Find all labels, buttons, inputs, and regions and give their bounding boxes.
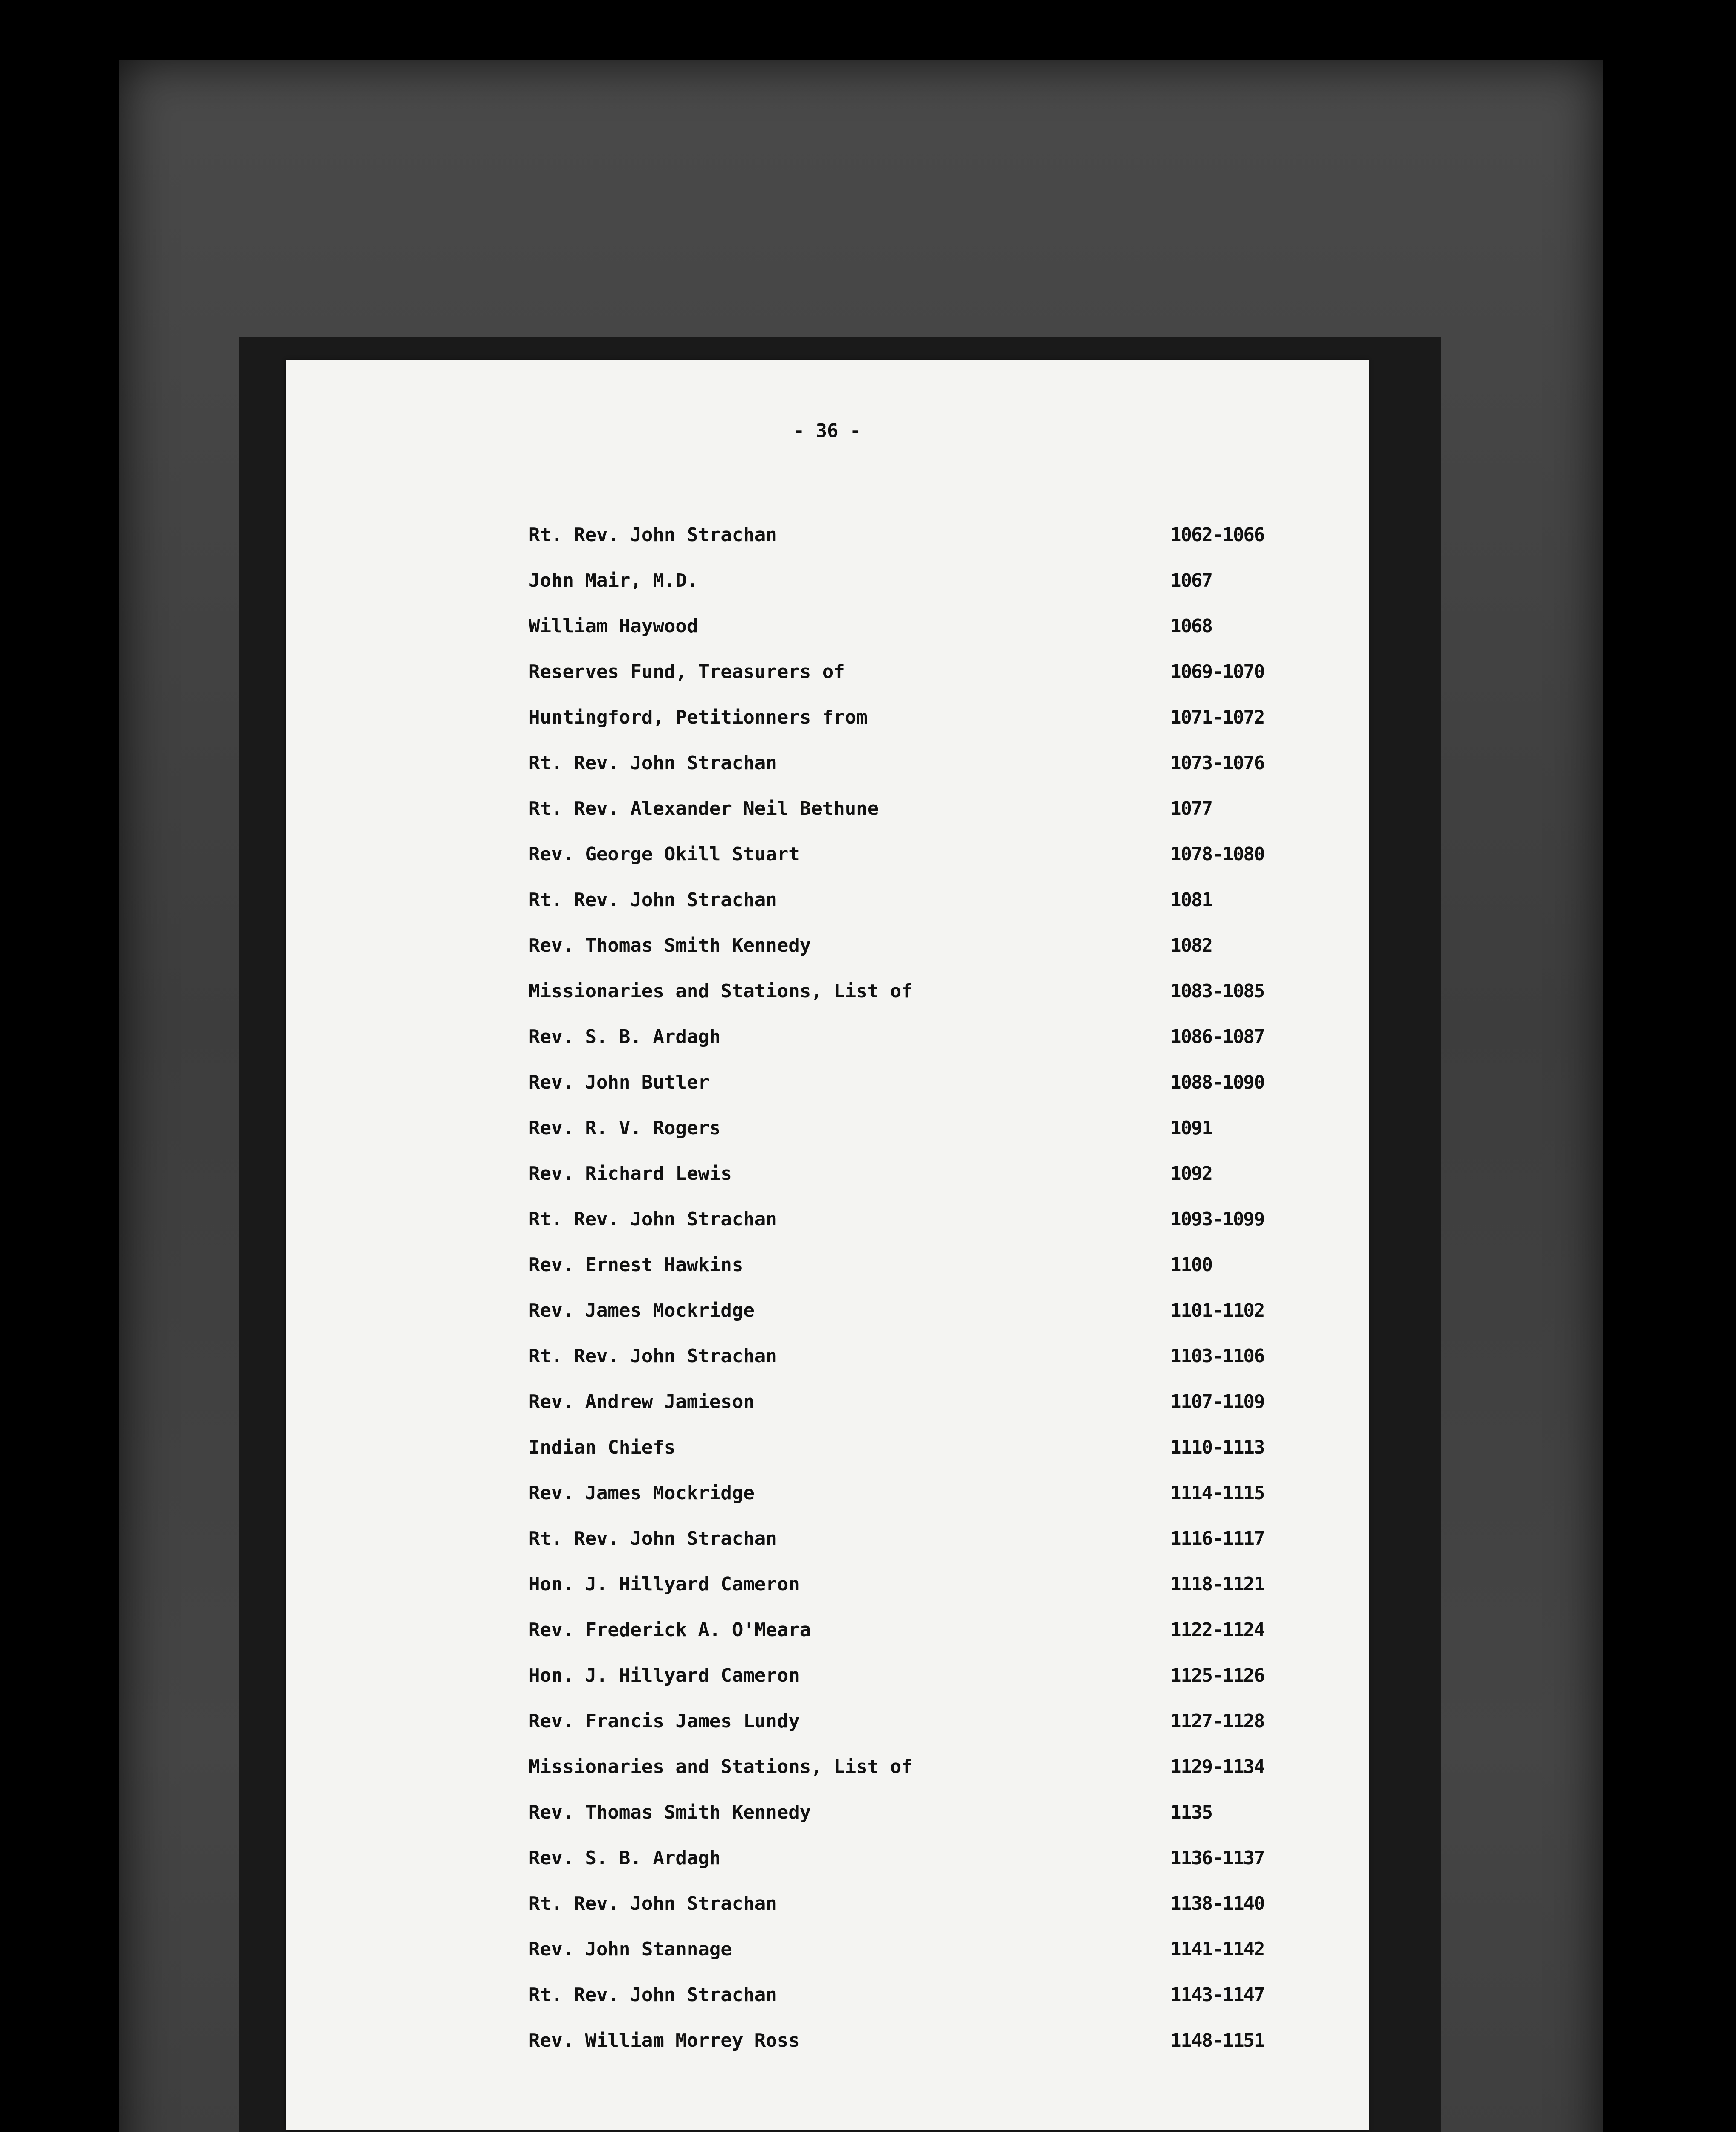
list-item xyxy=(529,1480,1339,1526)
entry-folio: 1141-1142 xyxy=(1170,1938,1264,1960)
entry-name: Hon. J. Hillyard Cameron xyxy=(529,1665,800,1686)
entry-name: Rev. George Okill Stuart xyxy=(529,843,800,865)
list-item xyxy=(529,1298,1339,1344)
entry-folio: 1127-1128 xyxy=(1170,1710,1264,1732)
entry-name: William Haywood xyxy=(529,615,698,637)
entry-folio: 1136-1137 xyxy=(1170,1847,1264,1869)
entry-name: Rt. Rev. John Strachan xyxy=(529,1984,777,2006)
list-item xyxy=(529,568,1339,614)
list-item xyxy=(529,705,1339,750)
list-item xyxy=(529,1344,1339,1389)
list-item xyxy=(529,979,1339,1024)
entry-folio: 1129-1134 xyxy=(1170,1756,1264,1778)
list-item xyxy=(529,796,1339,842)
list-item xyxy=(529,1115,1339,1161)
entry-name: Rev. Andrew Jamieson xyxy=(529,1391,755,1413)
list-item xyxy=(529,1526,1339,1572)
entry-folio: 1135 xyxy=(1170,1802,1212,1823)
entry-name: Rt. Rev. John Strachan xyxy=(529,524,777,546)
list-item xyxy=(529,1982,1339,2028)
entry-name: Rev. Francis James Lundy xyxy=(529,1710,800,1732)
entry-name: Rev. Frederick A. O'Meara xyxy=(529,1619,811,1641)
entry-folio: 1110-1113 xyxy=(1170,1437,1264,1458)
entry-name: Missionaries and Stations, List of xyxy=(529,1756,913,1778)
list-item xyxy=(529,1024,1339,1070)
entry-name: Indian Chiefs xyxy=(529,1437,676,1458)
entry-name: Rt. Rev. John Strachan xyxy=(529,1208,777,1230)
list-item xyxy=(529,1572,1339,1617)
entry-name: Rt. Rev. John Strachan xyxy=(529,1345,777,1367)
entry-folio: 1143-1147 xyxy=(1170,1984,1264,2006)
entry-folio: 1078-1080 xyxy=(1170,843,1264,865)
list-item xyxy=(529,887,1339,933)
entry-folio: 1092 xyxy=(1170,1163,1212,1185)
entry-folio: 1114-1115 xyxy=(1170,1482,1264,1504)
entry-folio: 1122-1124 xyxy=(1170,1619,1264,1641)
entry-folio: 1083-1085 xyxy=(1170,980,1264,1002)
entry-name: John Mair, M.D. xyxy=(529,570,698,591)
list-item xyxy=(529,1252,1339,1298)
list-item xyxy=(529,842,1339,887)
entry-folio: 1116-1117 xyxy=(1170,1528,1264,1550)
entry-folio: 1082 xyxy=(1170,935,1212,956)
entry-name: Hon. J. Hillyard Cameron xyxy=(529,1573,800,1595)
inventory-list xyxy=(529,522,1339,2074)
entry-name: Huntingford, Petitionners from xyxy=(529,707,868,728)
entry-folio: 1068 xyxy=(1170,615,1212,637)
list-item xyxy=(529,2028,1339,2074)
entry-folio: 1062-1066 xyxy=(1170,524,1264,546)
entry-folio: 1081 xyxy=(1170,889,1212,911)
entry-name: Rev. Thomas Smith Kennedy xyxy=(529,935,811,956)
entry-folio: 1103-1106 xyxy=(1170,1345,1264,1367)
entry-folio: 1073-1076 xyxy=(1170,752,1264,774)
entry-folio: 1067 xyxy=(1170,570,1212,591)
entry-folio: 1125-1126 xyxy=(1170,1665,1264,1686)
entry-folio: 1138-1140 xyxy=(1170,1893,1264,1915)
list-item xyxy=(529,522,1339,568)
entry-name: Rev. John Stannage xyxy=(529,1938,732,1960)
entry-name: Missionaries and Stations, List of xyxy=(529,980,913,1002)
list-item xyxy=(529,1161,1339,1207)
entry-name: Rev. S. B. Ardagh xyxy=(529,1026,721,1048)
list-item xyxy=(529,750,1339,796)
document-page xyxy=(286,360,1369,2130)
entry-name: Rt. Rev. John Strachan xyxy=(529,752,777,774)
list-item xyxy=(529,659,1339,705)
entry-folio: 1093-1099 xyxy=(1170,1208,1264,1230)
entry-name: Rev. R. V. Rogers xyxy=(529,1117,721,1139)
entry-folio: 1101-1102 xyxy=(1170,1300,1264,1321)
list-item xyxy=(529,1617,1339,1663)
list-item xyxy=(529,1845,1339,1891)
entry-folio: 1148-1151 xyxy=(1170,2030,1264,2051)
entry-name: Rev. William Morrey Ross xyxy=(529,2030,800,2051)
entry-folio: 1118-1121 xyxy=(1170,1573,1264,1595)
entry-name: Rt. Rev. John Strachan xyxy=(529,1528,777,1550)
entry-name: Rt. Rev. John Strachan xyxy=(529,889,777,911)
list-item xyxy=(529,1891,1339,1937)
list-item xyxy=(529,933,1339,979)
entry-name: Rev. S. B. Ardagh xyxy=(529,1847,721,1869)
list-item xyxy=(529,1937,1339,1982)
entry-folio: 1100 xyxy=(1170,1254,1212,1276)
list-item xyxy=(529,1709,1339,1754)
list-item xyxy=(529,614,1339,659)
entry-name: Rt. Rev. John Strachan xyxy=(529,1893,777,1915)
entry-folio: 1069-1070 xyxy=(1170,661,1264,683)
list-item xyxy=(529,1800,1339,1845)
entry-folio: 1107-1109 xyxy=(1170,1391,1264,1413)
entry-name: Rev. Ernest Hawkins xyxy=(529,1254,744,1276)
entry-folio: 1077 xyxy=(1170,798,1212,820)
entry-folio: 1088-1090 xyxy=(1170,1072,1264,1093)
entry-name: Rev. Richard Lewis xyxy=(529,1163,732,1185)
list-item xyxy=(529,1389,1339,1435)
entry-folio: 1086-1087 xyxy=(1170,1026,1264,1048)
entry-name: Rev. Thomas Smith Kennedy xyxy=(529,1802,811,1823)
list-item xyxy=(529,1754,1339,1800)
entry-name: Rev. James Mockridge xyxy=(529,1300,755,1321)
list-item xyxy=(529,1663,1339,1709)
page-number: - 36 - xyxy=(793,420,861,442)
entry-folio: 1091 xyxy=(1170,1117,1212,1139)
entry-name: Rev. James Mockridge xyxy=(529,1482,755,1504)
entry-folio: 1071-1072 xyxy=(1170,707,1264,728)
entry-name: Rt. Rev. Alexander Neil Bethune xyxy=(529,798,879,820)
list-item xyxy=(529,1435,1339,1480)
entry-name: Rev. John Butler xyxy=(529,1072,709,1093)
entry-name: Reserves Fund, Treasurers of xyxy=(529,661,845,683)
list-item xyxy=(529,1207,1339,1252)
list-item xyxy=(529,1070,1339,1115)
